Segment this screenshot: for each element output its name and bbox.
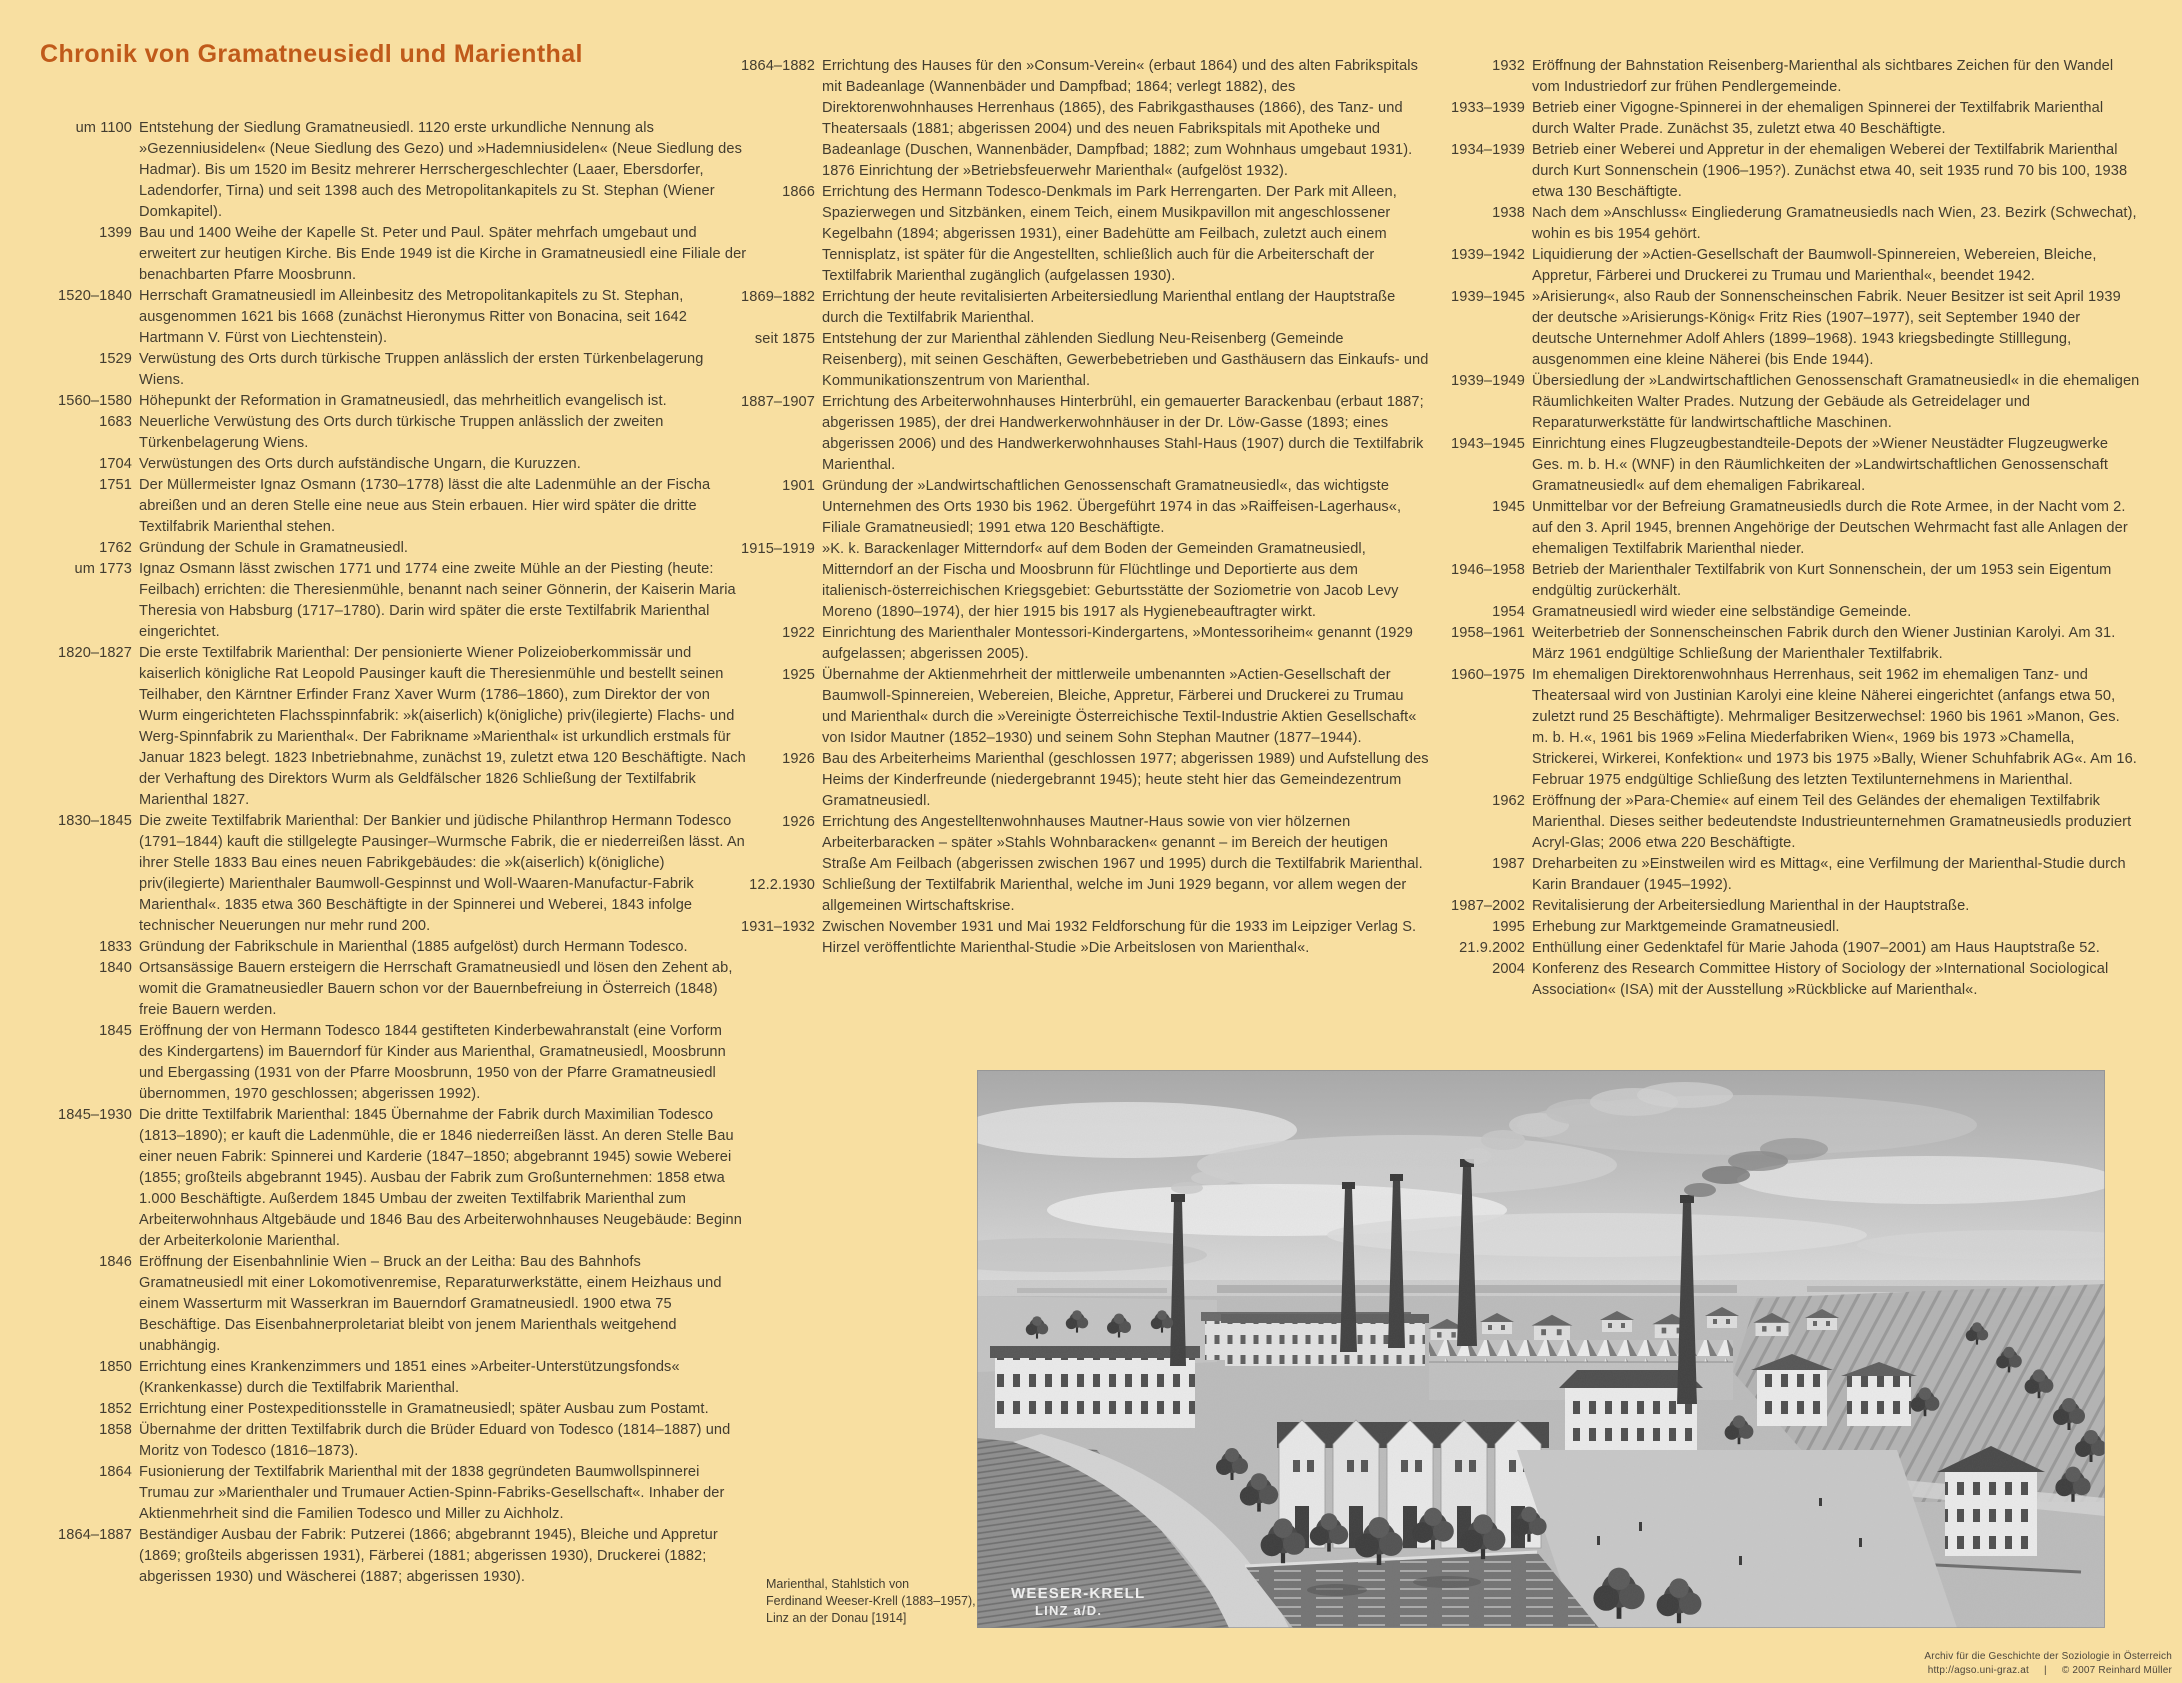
timeline-entry	[35, 1357, 747, 1399]
timeline-entry	[1428, 623, 2140, 665]
timeline-entry	[35, 1462, 747, 1525]
timeline-entry	[1428, 203, 2140, 245]
entry-text: Betrieb einer Vigogne-Spinnerei in der ehemaligen Spinnerei der Textilfabrik Marienthal durch Walter Prade. Zunächst 35, zuletzt etwa 40 Beschäftigte.	[1532, 100, 2104, 137]
entry-date: 1926	[782, 751, 815, 767]
entry-date: 1520–1840	[58, 288, 132, 304]
entry-date: 1943–1945	[1451, 436, 1525, 452]
timeline-entry	[35, 1252, 747, 1357]
entry-text: Der Müllermeister Ignaz Osmann (1730–1778) lässt die alte Ladenmühle an der Fischa abreißen und an deren Stelle eine neue aus Stein erbauen. Hier wird später die dritte Textilfabrik Marienthal stehen.	[139, 477, 711, 535]
entry-text: »K. k. Barackenlager Mitterndorf« auf dem Boden der Gemeinden Gramatneusiedl, Mitterndorf an der Fischa und Moosbrunn für Flüchtlinge und Deportierte aus dem italienisch-österreichischen Kriegsgebiet: Geburtsstätte der Soziometrie von Jacob Levy Moreno (1890–1974), der hier 1915 bis 1917 als Hygienebeauftragter wirkt.	[822, 541, 1399, 620]
entry-date: 1820–1827	[58, 645, 132, 661]
entry-date: 1995	[1492, 919, 1525, 935]
timeline-entry	[718, 875, 1430, 917]
entry-text: Eröffnung der von Hermann Todesco 1844 gestifteten Kinderbewahranstalt (eine Vorform des Kindergartens) im Bauerndorf für Kinder aus Marienthal, Gramatneusiedl, Moosbrunn und Ebergassing (1931 von der Pfarre Moosbrunn, 1950 von der Pfarre Gramatneusiedl übernommen, 1970 geschlossen; abgerissen 1992).	[139, 1023, 726, 1102]
timeline-entry	[1428, 371, 2140, 434]
entry-text: Nach dem »Anschluss« Eingliederung Gramatneusiedls nach Wien, 23. Bezirk (Schwechat), wohin es bis 1954 gehört.	[1532, 205, 2137, 242]
entry-date: 1683	[99, 414, 132, 430]
timeline-entry	[718, 182, 1430, 287]
caption-line: Ferdinand Weeser-Krell (1883–1957),	[766, 1594, 976, 1608]
timeline-entry	[1428, 98, 2140, 140]
chronicle-column-1	[35, 118, 747, 1588]
entry-text: Entstehung der zur Marienthal zählenden Siedlung Neu-Reisenberg (Gemeinde Reisenberg), mit seinen Geschäften, Gewerbebetrieben und Gasthäusern das Einkaufs- und Kommunikationszentrum von Marienthal.	[822, 331, 1429, 389]
entry-date: 1399	[99, 225, 132, 241]
entry-date: 1850	[99, 1359, 132, 1375]
credits-footer	[1924, 1650, 2172, 1677]
entry-date: 1852	[99, 1401, 132, 1417]
entry-text: Verwüstung des Orts durch türkische Truppen anlässlich der ersten Türkenbelagerung Wiens.	[139, 351, 704, 388]
timeline-entry	[35, 118, 747, 223]
timeline-entry	[1428, 896, 2140, 917]
timeline-entry	[35, 937, 747, 958]
entry-date: 1529	[99, 351, 132, 367]
entry-text: Revitalisierung der Arbeitersiedlung Marienthal in der Hauptstraße.	[1532, 898, 1970, 914]
entry-text: Verwüstungen des Orts durch aufständische Ungarn, die Kuruzzen.	[139, 456, 581, 472]
entry-text: Eröffnung der »Para-Chemie« auf einem Teil des Geländes der ehemaligen Textilfabrik Marienthal. Dieses seither bedeutendste Industrieunternehmen Gramatneusiedls produziert Acryl-Glas; 2006 etwa 220 Beschäftigte.	[1532, 793, 2132, 851]
timeline-entry	[35, 559, 747, 643]
timeline-entry	[718, 539, 1430, 623]
chronicle-column-2	[718, 56, 1430, 959]
timeline-entry	[1428, 245, 2140, 287]
entry-date: 1962	[1492, 793, 1525, 809]
timeline-entry	[35, 412, 747, 454]
timeline-entry	[718, 812, 1430, 875]
timeline-entry	[35, 1399, 747, 1420]
timeline-entry	[1428, 854, 2140, 896]
page-title: Chronik von Gramatneusiedl und Marienthal	[40, 40, 583, 68]
entry-date: 1864	[99, 1464, 132, 1480]
timeline-entry	[1428, 287, 2140, 371]
entry-date: 1560–1580	[58, 393, 132, 409]
marienthal-engraving-image	[977, 1070, 2105, 1628]
timeline-entry	[1428, 497, 2140, 560]
entry-date: 1945	[1492, 499, 1525, 515]
timeline-entry	[35, 643, 747, 811]
entry-text: Übersiedlung der »Landwirtschaftlichen Genossenschaft Gramatneusiedl« in die ehemaligen Räumlichkeiten Walter Prades. Nutzung der Gebäude als Getreidelager und Reparaturwerkstätte für landwirtschaftliche Maschinen.	[1532, 373, 2140, 431]
entry-text: Enthüllung einer Gedenktafel für Marie Jahoda (1907–2001) am Haus Hauptstraße 52.	[1532, 940, 2100, 956]
entry-date: 1840	[99, 960, 132, 976]
timeline-entry	[1428, 938, 2140, 959]
entry-text: Übernahme der dritten Textilfabrik durch die Brüder Eduard von Todesco (1814–1887) und Moritz von Todesco (1816–1873).	[139, 1422, 731, 1459]
entry-date: 1939–1949	[1451, 373, 1525, 389]
timeline-entry	[718, 392, 1430, 476]
entry-text: Gründung der Fabrikschule in Marienthal (1885 aufgelöst) durch Hermann Todesco.	[139, 939, 688, 955]
timeline-entry	[1428, 560, 2140, 602]
credit-separator: |	[2044, 1664, 2047, 1676]
entry-text: Errichtung des Angestelltenwohnhauses Mautner-Haus sowie von vier hölzernen Arbeiterbaracken – später »Stahls Wohnbaracken« genannt – im Bereich der heutigen Straße Am Feilbach (abgerissen zwischen 1967 und 1995) durch die Textilfabrik Marienthal.	[822, 814, 1423, 872]
archive-name: Archiv für die Geschichte der Soziologie in Österreich	[1924, 1651, 2172, 1662]
entry-date: 1946–1958	[1451, 562, 1525, 578]
entry-text: Gründung der Schule in Gramatneusiedl.	[139, 540, 409, 556]
entry-date: 1901	[782, 478, 815, 494]
entry-date: 1932	[1492, 58, 1525, 74]
entry-text: Ortsansässige Bauern ersteigern die Herrschaft Gramatneusiedl und lösen den Zehent ab, womit die Gramatneusiedler Bauern schon vor der Bauernbefreiung in Österreich (1848) freie Bauern werden.	[139, 960, 733, 1018]
timeline-entry	[718, 476, 1430, 539]
entry-text: Höhepunkt der Reformation in Gramatneusiedl, das mehrheitlich evangelisch ist.	[139, 393, 667, 409]
timeline-entry	[1428, 56, 2140, 98]
entry-date: 1933–1939	[1451, 100, 1525, 116]
entry-date: 1934–1939	[1451, 142, 1525, 158]
credit-url: http://agso.uni-graz.at	[1927, 1664, 2030, 1676]
timeline-entry	[35, 349, 747, 391]
entry-text: Errichtung einer Postexpeditionsstelle in Gramatneusiedl; später Ausbau zum Postamt.	[139, 1401, 709, 1417]
entry-date: 1938	[1492, 205, 1525, 221]
timeline-entry	[35, 1021, 747, 1105]
entry-text: Übernahme der Aktienmehrheit der mittlerweile umbenannten »Actien-Gesellschaft der Baumwoll-Spinnereien, Webereien, Bleiche, Appretur, Färberei und Druckerei zu Trumau und Marienthal« durch die »Vereinigte Österreichische Textil-Industrie Aktien Gesellschaft« von Isidor Mautner (1852–1930) und seinem Sohn Stephan Mautner (1877–1944).	[822, 667, 1417, 746]
engraver-signature: WEESER-KRELL	[1011, 1585, 1146, 1602]
chronicle-column-3	[1428, 56, 2140, 1001]
entry-date: 1922	[782, 625, 815, 641]
caption-line: Marienthal, Stahlstich von	[766, 1577, 910, 1591]
timeline-entry	[35, 1420, 747, 1462]
timeline-entry	[1428, 434, 2140, 497]
entry-text: Errichtung des Hermann Todesco-Denkmals im Park Herrengarten. Der Park mit Alleen, Spazierwegen und Sitzbänken, einem Teich, einem Musikpavillon mit angeschlossener Kegelbahn (1894; abgerissen 1931), einer Badehütte am Feilbach, zuletzt auch einem Tennisplatz, ist später für die Angestellten, schließlich auch für die Arbeiterschaft der Textilfabrik Marienthal zugänglich (aufgelassen 1930).	[822, 184, 1397, 284]
entry-text: Fusionierung der Textilfabrik Marienthal mit der 1838 gegründeten Baumwollspinnerei Trumau zur »Marienthaler und Trumauer Actien-Spinn-Fabriks-Gesellschaft«. Inhaber der Aktienmehrheit sind die Familien Todesco und Miller zu Aichholz.	[139, 1464, 725, 1522]
caption-line: Linz an der Donau [1914]	[766, 1611, 907, 1625]
entry-text: Bau des Arbeiterheims Marienthal (geschlossen 1977; abgerissen 1989) und Aufstellung des Heims der Kinderfreunde (niedergebrannt 1945); heute steht hier das Gemeindezentrum Gramatneusiedl.	[822, 751, 1429, 809]
entry-date: 1846	[99, 1254, 132, 1270]
entry-date: 1833	[99, 939, 132, 955]
engraver-signature-city: LINZ a/D.	[1035, 1603, 1103, 1618]
entry-text: Schließung der Textilfabrik Marienthal, welche im Juni 1929 begann, vor allem wegen der allgemeinen Wirtschaftskrise.	[822, 877, 1407, 914]
entry-text: Entstehung der Siedlung Gramatneusiedl. 1120 erste urkundliche Nennung als »Gezenniusidelen« (Neue Siedlung des Gezo) und »Hademniusidelen« (Neue Siedlung des Hadmar). Bis um 1520 im Besitz mehrerer Herrschergeschlechter (Laaer, Ebersdorfer, Ladendorfer, Tirna) und seit 1398 auch des Metropolitankapitels zu St. Stephan (Wiener Domkapitel).	[139, 120, 742, 220]
timeline-entry	[718, 56, 1430, 182]
entry-text: Liquidierung der »Actien-Gesellschaft der Baumwoll-Spinnereien, Webereien, Bleiche, Appretur, Färberei und Druckerei zu Trumau und Marienthal«, beendet 1942.	[1532, 247, 2097, 284]
entry-text: Unmittelbar vor der Befreiung Gramatneusiedls durch die Rote Armee, in der Nacht vom 2. auf den 3. April 1945, brennen Angehörige der Deutschen Wehrmacht fast alle Anlagen der ehemaligen Textilfabrik Marienthal nieder.	[1532, 499, 2128, 557]
entry-text: Im ehemaligen Direktorenwohnhaus Herrenhaus, seit 1962 im ehemaligen Tanz- und Theatersaal wird von Justinian Karolyi eine kleine Näherei eingerichtet (anfangs etwa 50, zuletzt rund 25 Beschäftigte). Mehrmaliger Besitzerwechsel: 1960 bis 1961 »Manon, Ges. m. b. H.«, 1961 bis 1969 »Felina Miederfabriken Wien«, 1969 bis 1973 »Chamella, Strickerei, Wirkerei, Konfektion« und 1973 bis 1975 »Bally, Wiener Schuhfabrik AG«. Am 16. Februar 1975 endgültige Schließung des letzten Textilunternehmens in Marienthal.	[1532, 667, 2137, 788]
entry-date: 2004	[1492, 961, 1525, 977]
entry-text: Errichtung eines Krankenzimmers und 1851 eines »Arbeiter-Unterstützungsfonds« (Krankenkasse) durch die Textilfabrik Marienthal.	[139, 1359, 680, 1396]
entry-text: Einrichtung des Marienthaler Montessori-Kindergartens, »Montessoriheim« genannt (1929 aufgelassen; abgerissen 2005).	[822, 625, 1413, 662]
entry-date: 1925	[782, 667, 815, 683]
entry-date: 1960–1975	[1451, 667, 1525, 683]
image-caption	[766, 1576, 976, 1627]
timeline-entry	[718, 287, 1430, 329]
entry-date: 1864–1882	[741, 58, 815, 74]
entry-text: Errichtung der heute revitalisierten Arbeitersiedlung Marienthal entlang der Hauptstraße durch die Textilfabrik Marienthal.	[822, 289, 1396, 326]
timeline-entry	[1428, 959, 2140, 1001]
entry-text: Die dritte Textilfabrik Marienthal: 1845 Übernahme der Fabrik durch Maximilian Todesco (1813–1890); er kauft die Ladenmühle, die er 1846 niederreißen lässt. An deren Stelle Bau einer neuen Fabrik: Spinnerei und Karderie (1847–1850; abgebrannt 1945) sowie Weberei (1855; großteils abgebrannt 1945). Ausbau der Fabrik zum Großunternehmen: 1858 etwa 1.000 Beschäftigte. Außerdem 1845 Umbau der zweiten Textilfabrik Marienthal zum Arbeiterwohnhaus Altgebäude und 1846 Bau des Arbeiterwohnhauses Neugebäude: Beginn der Arbeiterkolonie Marienthal.	[139, 1107, 742, 1249]
entry-text: Einrichtung eines Flugzeugbestandteile-Depots der »Wiener Neustädter Flugzeugwerke Ges. m. b. H.« (WNF) in den Räumlichkeiten der »Landwirtschaftlichen Genossenschaft Gramatneusiedl« auf dem ehemaligen Fabrikareal.	[1532, 436, 2109, 494]
entry-text: Betrieb einer Weberei und Appretur in der ehemaligen Weberei der Textilfabrik Marienthal durch Kurt Sonnenschein (1906–195?). Zunächst etwa 40, seit 1935 rund 70 bis 100, 1938 etwa 130 Beschäftigte.	[1532, 142, 2128, 200]
entry-date: 1939–1945	[1451, 289, 1525, 305]
entry-date: 1926	[782, 814, 815, 830]
entry-text: Dreharbeiten zu »Einstweilen wird es Mittag«, eine Verfilmung der Marienthal-Studie durch Karin Brandauer (1945–1992).	[1532, 856, 2126, 893]
timeline-entry	[35, 454, 747, 475]
credit-copyright: © 2007 Reinhard Müller	[2061, 1664, 2172, 1676]
timeline-entry	[718, 665, 1430, 749]
timeline-entry	[35, 286, 747, 349]
entry-text: Konferenz des Research Committee History of Sociology der »International Sociological Association« (ISA) mit der Ausstellung »Rückblicke auf Marienthal«.	[1532, 961, 2109, 998]
entry-date: 1939–1942	[1451, 247, 1525, 263]
entry-text: Bau und 1400 Weihe der Kapelle St. Peter und Paul. Später mehrfach umgebaut und erweitert zur heutigen Kirche. Bis Ende 1949 ist die Kirche in Gramatneusiedl eine Filiale der benachbarten Pfarre Moosbrunn.	[139, 225, 747, 283]
entry-text: Eröffnung der Eisenbahnlinie Wien – Bruck an der Leitha: Bau des Bahnhofs Gramatneusiedl mit einer Lokomotivenremise, Reparaturwerkstätte, einem Heizhaus und einem Wasserturm mit Wasserkran im Bauerndorf Gramatneusiedl. 1900 etwa 75 Beschäftige. Das Eisenbahnerproletariat bleibt von jenem Marienthals weitgehend unabhängig.	[139, 1254, 722, 1354]
entry-date: 1845–1930	[58, 1107, 132, 1123]
entry-text: Herrschaft Gramatneusiedl im Alleinbesitz des Metropolitankapitels zu St. Stephan, ausgenommen 1621 bis 1668 (zunächst Hieronymus Ritter von Bonacina, seit 1642 Hartmann V. Fürst von Liechtenstein).	[139, 288, 687, 346]
timeline-entry	[35, 538, 747, 559]
entry-date: 1858	[99, 1422, 132, 1438]
entry-date: 1704	[99, 456, 132, 472]
entry-date: 21.9.2002	[1459, 940, 1525, 956]
entry-date: 1958–1961	[1451, 625, 1525, 641]
entry-text: Betrieb der Marienthaler Textilfabrik von Kurt Sonnenschein, der um 1953 sein Eigentum endgültig zurückerhält.	[1532, 562, 2112, 599]
timeline-entry	[718, 917, 1430, 959]
timeline-entry	[1428, 917, 2140, 938]
entry-date: um 1773	[74, 561, 132, 577]
entry-text: Weiterbetrieb der Sonnenscheinschen Fabrik durch den Wiener Justinian Karolyi. Am 31. März 1961 endgültige Schließung der Marienthaler Textilfabrik.	[1532, 625, 2116, 662]
entry-date: 12.2.1930	[749, 877, 815, 893]
timeline-entry	[718, 329, 1430, 392]
entry-date: seit 1875	[754, 331, 815, 347]
entry-text: Erhebung zur Marktgemeinde Gramatneusiedl.	[1532, 919, 1840, 935]
timeline-entry	[1428, 791, 2140, 854]
entry-text: »Arisierung«, also Raub der Sonnenscheinschen Fabrik. Neuer Besitzer ist seit April 1939 der deutsche »Arisierungs-König« Fritz Ries (1907–1977), seit September 1940 der deutsche Unternehmer Adolf Ahlers (1899–1968). 1943 kriegsbedingte Stilllegung, ausgenommen eine kleine Näherei (bis Ende 1944).	[1532, 289, 2121, 368]
entry-date: 1931–1932	[741, 919, 815, 935]
entry-date: 1915–1919	[741, 541, 815, 557]
timeline-entry	[1428, 602, 2140, 623]
entry-date: 1987–2002	[1451, 898, 1525, 914]
entry-text: Eröffnung der Bahnstation Reisenberg-Marienthal als sichtbares Zeichen für den Wandel vom Industriedorf zur frühen Pendlergemeinde.	[1532, 58, 2114, 95]
entry-text: Errichtung des Hauses für den »Consum-Verein« (erbaut 1864) und des alten Fabrikspitals mit Badeanlage (Wannenbäder und Dampfbad; 1864; verlegt 1882), des Direktorenwohnhauses Herrenhaus (1865), des Fabrikgasthauses (1866), des Tanz- und Theatersaals (1881; abgerissen 2004) und des neuen Fabrikspitals mit Apotheke und Badeanlage (Duschen, Wannenbäder, Dampfbad; 1882; zum Wohnhaus umgebaut 1931). 1876 Einrichtung der »Betriebsfeuerwehr Marienthal« (aufgelöst 1932).	[822, 58, 1419, 179]
timeline-entry	[35, 1525, 747, 1588]
engraving-graphic	[977, 1070, 2105, 1628]
entry-date: 1845	[99, 1023, 132, 1039]
entry-date: 1987	[1492, 856, 1525, 872]
timeline-entry	[35, 475, 747, 538]
entry-date: 1866	[782, 184, 815, 200]
entry-date: um 1100	[75, 120, 132, 136]
timeline-entry	[35, 391, 747, 412]
timeline-entry	[1428, 665, 2140, 791]
timeline-entry	[718, 749, 1430, 812]
entry-date: 1954	[1492, 604, 1525, 620]
entry-date: 1887–1907	[741, 394, 815, 410]
entry-date: 1830–1845	[58, 813, 132, 829]
timeline-entry	[35, 1105, 747, 1252]
entry-date: 1869–1882	[741, 289, 815, 305]
entry-text: Gramatneusiedl wird wieder eine selbständige Gemeinde.	[1532, 604, 1912, 620]
timeline-entry	[35, 223, 747, 286]
timeline-entry	[718, 623, 1430, 665]
entry-text: Gründung der »Landwirtschaftlichen Genossenschaft Gramatneusiedl«, das wichtigste Unternehmen des Orts 1930 bis 1962. Übergeführt 1974 in das »Raiffeisen-Lagerhaus«, Filiale Gramatneusiedl; 1991 etwa 120 Beschäftigte.	[822, 478, 1402, 536]
entry-date: 1751	[99, 477, 132, 493]
entry-text: Ignaz Osmann lässt zwischen 1771 und 1774 eine zweite Mühle an der Piesting (heute: Feilbach) errichten: die Theresienmühle, benannt nach seiner Gönnerin, der Kaiserin Maria Theresia von Habsburg (1717–1780). Darin wird später die erste Textilfabrik Marienthal eingerichtet.	[139, 561, 736, 640]
entry-text: Die erste Textilfabrik Marienthal: Der pensionierte Wiener Polizeioberkommissär und kaiserlich königliche Rat Leopold Pausinger kauft die Theresienmühle und bestellt seinen Teilhaber, den Kärntner Erfinder Franz Xaver Wurm (1786–1860), zum Direktor der von Wurm eingerichteten Flachsspinnfabrik: »k(aiserlich) k(önigliche) priv(ilegierte) Flachs- und Werg-Spinnfabrik zu Marienthal«. Der Fabrikname »Marienthal« ist urkundlich erstmals für Januar 1823 belegt. 1823 Inbetriebnahme, zunächst 19, zuletzt etwa 120 Beschäftigte. Nach der Verhaftung des Direktors Wurm als Geldfälscher 1826 Schließung der Textilfabrik Marienthal 1827.	[139, 645, 746, 808]
entry-text: Die zweite Textilfabrik Marienthal: Der Bankier und jüdische Philanthrop Hermann Todesco (1791–1844) kauft die stillgelegte Pausinger–Wurmsche Fabrik, die er niederreißen lässt. An ihrer Stelle 1833 Bau eines neuen Fabrikgebäudes: die »k(aiserlich) k(önigliche) priv(ilegierte) Marienthaler Baumwoll-Gespinnst und Woll-Waaren-Manufactur-Fabrik Marienthal«. 1835 etwa 360 Beschäftigte in der Spinnerei und Weberei, 1843 infolge technischer Neuerungen nur mehr rund 200.	[139, 813, 745, 934]
entry-text: Zwischen November 1931 und Mai 1932 Feldforschung für die 1933 im Leipziger Verlag S. Hirzel veröffentlichte Marienthal-Studie »Die Arbeitslosen von Marienthal«.	[822, 919, 1417, 956]
entry-date: 1864–1887	[58, 1527, 132, 1543]
entry-text: Errichtung des Arbeiterwohnhauses Hinterbrühl, ein gemauerter Barackenbau (erbaut 1887; abgerissen 1985), der drei Handwerkerwohnhäuser in der Dr. Löw-Gasse (1893; eines abgerissen 2006) und des Handwerkerwohnhauses Stahl-Haus (1907) durch die Textilfabrik Marienthal.	[822, 394, 1424, 473]
entry-text: Neuerliche Verwüstung des Orts durch türkische Truppen anlässlich der zweiten Türkenbelagerung Wiens.	[139, 414, 664, 451]
timeline-entry	[35, 958, 747, 1021]
timeline-entry	[35, 811, 747, 937]
entry-date: 1762	[99, 540, 132, 556]
timeline-entry	[1428, 140, 2140, 203]
entry-text: Beständiger Ausbau der Fabrik: Putzerei (1866; abgebrannt 1945), Bleiche und Appretur (1869; großteils abgerissen 1931), Färberei (1881; abgerissen 1930), Druckerei (1882; abgerissen 1930) und Wäscherei (1887; abgerissen 1930).	[139, 1527, 718, 1585]
